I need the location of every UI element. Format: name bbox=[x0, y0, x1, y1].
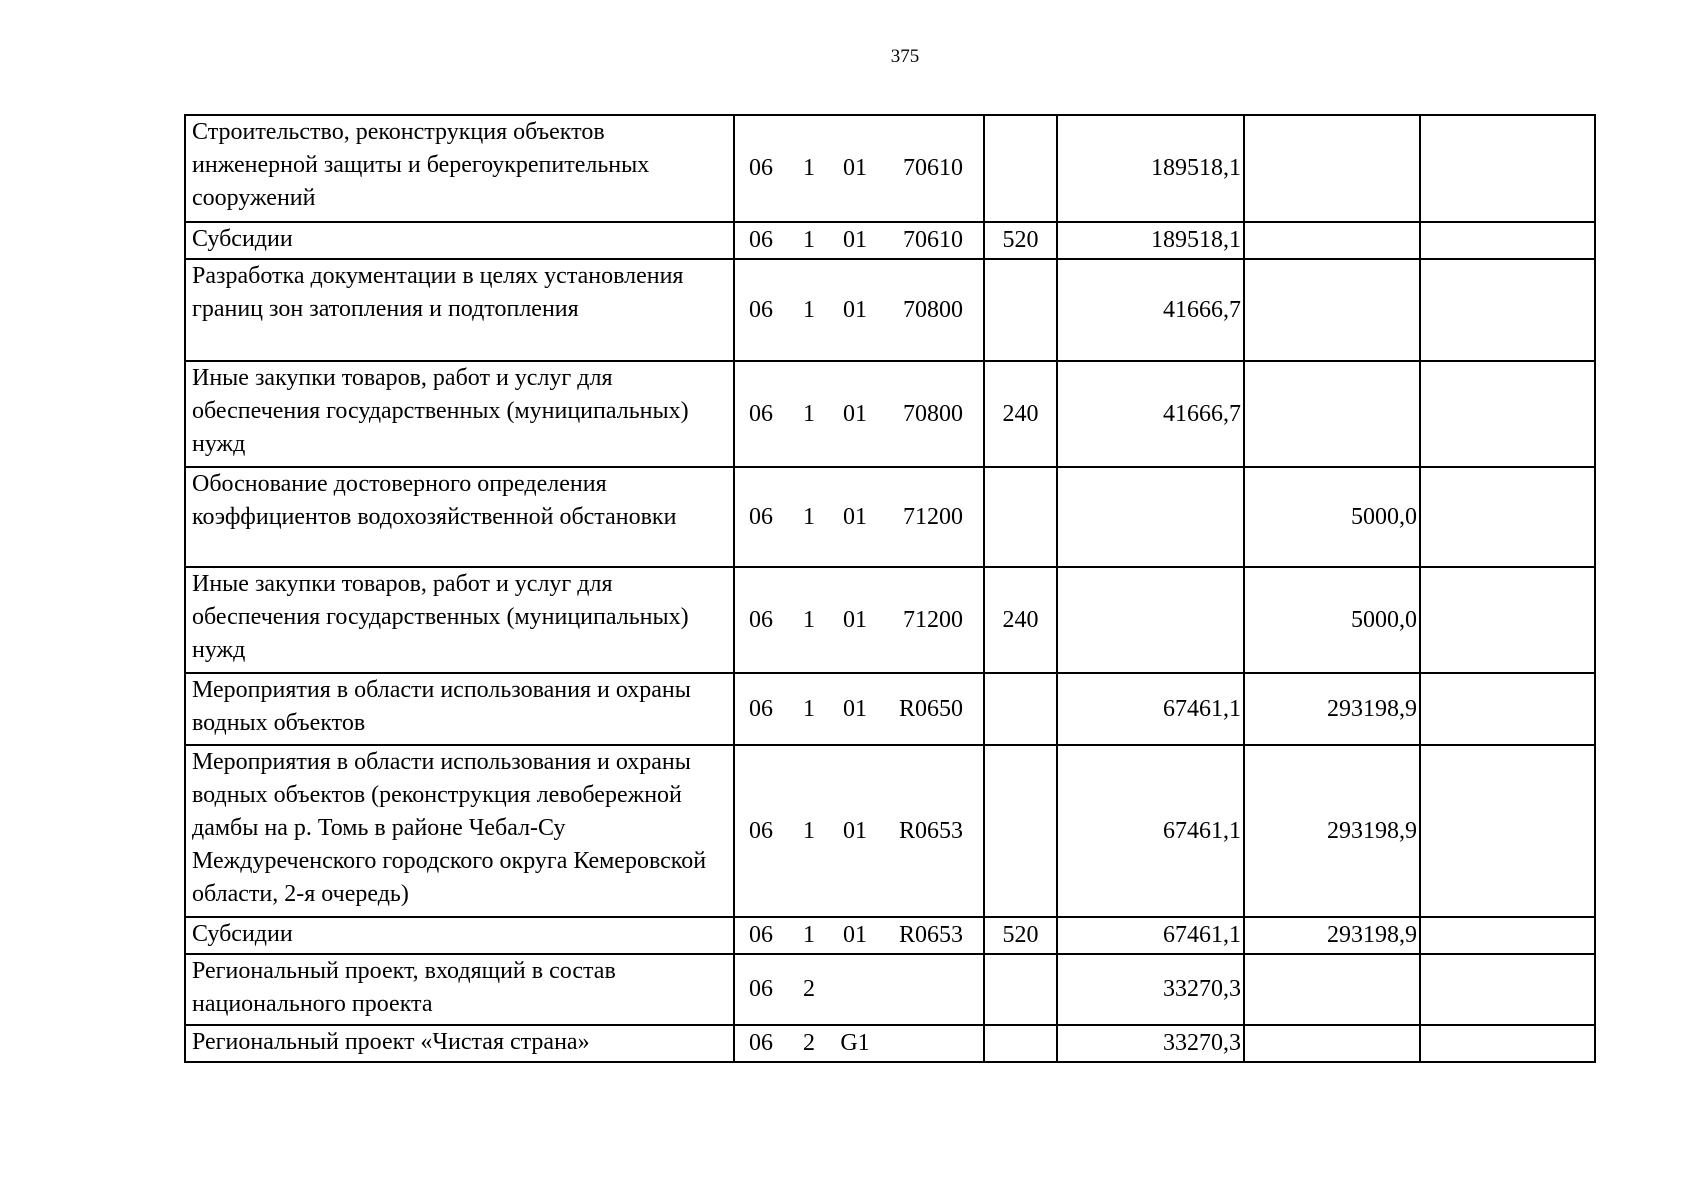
code-event: 01 bbox=[843, 400, 867, 427]
code-program: 06 bbox=[749, 976, 773, 1002]
row-amount-cell-1: 189518,1 bbox=[1057, 222, 1244, 259]
table-row bbox=[185, 361, 1595, 467]
row-expense-type-cell bbox=[984, 673, 1057, 745]
row-name-cell: Обоснование достоверного определения коэффициентов водохозяйственной обстановки bbox=[185, 467, 734, 567]
code-subprogram: 1 bbox=[803, 227, 815, 253]
code-subprogram: 1 bbox=[803, 503, 815, 530]
row-amount-cell-3 bbox=[1420, 361, 1595, 467]
row-amount-cell-2 bbox=[1244, 361, 1420, 467]
row-amount-cell-2: 5000,0 bbox=[1244, 567, 1420, 673]
code-direction: 71200 bbox=[903, 606, 963, 633]
row-expense-type-cell: 520 bbox=[984, 917, 1057, 954]
row-amount-cell-1: 189518,1 bbox=[1057, 115, 1244, 222]
code-direction: 70610 bbox=[903, 227, 963, 253]
row-code-cell bbox=[734, 115, 984, 222]
code-program: 06 bbox=[749, 503, 773, 530]
code-event: G1 bbox=[840, 1030, 870, 1056]
row-amount-cell-2 bbox=[1244, 954, 1420, 1025]
row-amount-cell-3 bbox=[1420, 1025, 1595, 1062]
row-name-cell: Строительство, реконструкция объектов инженерной защиты и берегоукрепительных сооружений bbox=[185, 115, 734, 222]
code-direction: R0650 bbox=[898, 695, 963, 722]
code-program: 06 bbox=[749, 296, 773, 323]
row-amount-cell-1 bbox=[1057, 567, 1244, 673]
table-row bbox=[185, 259, 1595, 361]
code-program: 06 bbox=[749, 606, 773, 633]
row-name-cell: Мероприятия в области использования и охраны водных объектов bbox=[185, 673, 734, 745]
code-subprogram: 1 bbox=[803, 922, 815, 948]
row-expense-type-cell: 240 bbox=[984, 361, 1057, 467]
code-subprogram: 2 bbox=[803, 1030, 815, 1056]
row-amount-cell-3 bbox=[1420, 745, 1595, 917]
row-name-cell: Региональный проект, входящий в состав национального проекта bbox=[185, 954, 734, 1025]
page-number: 375 bbox=[890, 46, 920, 67]
code-subprogram: 1 bbox=[803, 817, 815, 844]
code-event: 01 bbox=[843, 817, 867, 844]
row-amount-cell-3 bbox=[1420, 115, 1595, 222]
row-code-cell bbox=[734, 467, 984, 567]
row-amount-cell-2 bbox=[1244, 259, 1420, 361]
row-amount-cell-2: 293198,9 bbox=[1244, 917, 1420, 954]
table-row bbox=[185, 745, 1595, 917]
code-subprogram: 1 bbox=[803, 695, 815, 722]
row-code-cell bbox=[734, 917, 984, 954]
code-subprogram: 2 bbox=[803, 976, 815, 1002]
row-name-cell: Мероприятия в области использования и охраны водных объектов (реконструкция левобережной дамбы на р. Томь в районе Чебал-Су Междуреченского городского округа Кемеровской области, 2-я очередь) bbox=[185, 745, 734, 917]
row-amount-cell-1: 41666,7 bbox=[1057, 361, 1244, 467]
row-name-cell: Региональный проект «Чистая страна» bbox=[185, 1025, 734, 1062]
row-amount-cell-3 bbox=[1420, 567, 1595, 673]
code-subprogram: 1 bbox=[803, 606, 815, 633]
row-expense-type-cell bbox=[984, 1025, 1057, 1062]
row-amount-cell-3 bbox=[1420, 673, 1595, 745]
code-event: 01 bbox=[843, 922, 867, 948]
table-row bbox=[185, 567, 1595, 673]
row-name-cell: Субсидии bbox=[185, 222, 734, 259]
row-amount-cell-2: 293198,9 bbox=[1244, 673, 1420, 745]
code-event: 01 bbox=[843, 296, 867, 323]
budget-table bbox=[184, 114, 1596, 1063]
row-amount-cell-3 bbox=[1420, 222, 1595, 259]
row-code-cell bbox=[734, 954, 984, 1025]
row-amount-cell-1: 33270,3 bbox=[1057, 954, 1244, 1025]
code-subprogram: 1 bbox=[803, 296, 815, 323]
row-amount-cell-3 bbox=[1420, 954, 1595, 1025]
table-row bbox=[185, 1025, 1595, 1062]
code-direction: R0653 bbox=[898, 922, 963, 948]
row-amount-cell-1 bbox=[1057, 467, 1244, 567]
code-event: 01 bbox=[843, 695, 867, 722]
code-program: 06 bbox=[749, 155, 773, 181]
row-name-cell: Иные закупки товаров, работ и услуг для обеспечения государственных (муниципальных) нужд bbox=[185, 567, 734, 673]
row-amount-cell-3 bbox=[1420, 467, 1595, 567]
row-amount-cell-1: 67461,1 bbox=[1057, 745, 1244, 917]
code-event: 01 bbox=[843, 227, 867, 253]
code-direction: 71200 bbox=[903, 503, 963, 530]
code-direction: 70800 bbox=[903, 296, 963, 323]
row-amount-cell-3 bbox=[1420, 917, 1595, 954]
row-code-cell bbox=[734, 745, 984, 917]
code-program: 06 bbox=[749, 922, 773, 948]
table-row bbox=[185, 917, 1595, 954]
code-event: 01 bbox=[843, 155, 867, 181]
code-event: 01 bbox=[843, 606, 867, 633]
row-name-cell: Иные закупки товаров, работ и услуг для обеспечения государственных (муниципальных) нужд bbox=[185, 361, 734, 467]
table-row bbox=[185, 954, 1595, 1025]
row-expense-type-cell bbox=[984, 954, 1057, 1025]
row-code-cell bbox=[734, 673, 984, 745]
row-amount-cell-2 bbox=[1244, 222, 1420, 259]
row-amount-cell-2: 5000,0 bbox=[1244, 467, 1420, 567]
code-direction: 70800 bbox=[903, 400, 963, 427]
code-subprogram: 1 bbox=[803, 400, 815, 427]
code-event: 01 bbox=[843, 503, 867, 530]
row-expense-type-cell bbox=[984, 115, 1057, 222]
row-code-cell bbox=[734, 1025, 984, 1062]
row-amount-cell-1: 67461,1 bbox=[1057, 673, 1244, 745]
code-subprogram: 1 bbox=[803, 155, 815, 181]
row-amount-cell-1: 41666,7 bbox=[1057, 259, 1244, 361]
row-code-cell bbox=[734, 259, 984, 361]
table-row bbox=[185, 115, 1595, 222]
row-amount-cell-1: 33270,3 bbox=[1057, 1025, 1244, 1062]
code-direction: 70610 bbox=[903, 155, 963, 181]
code-program: 06 bbox=[749, 817, 773, 844]
row-code-cell bbox=[734, 361, 984, 467]
row-amount-cell-2 bbox=[1244, 115, 1420, 222]
code-program: 06 bbox=[749, 695, 773, 722]
table-row bbox=[185, 222, 1595, 259]
table-row bbox=[185, 673, 1595, 745]
row-code-cell bbox=[734, 222, 984, 259]
row-name-cell: Разработка документации в целях установления границ зон затопления и подтопления bbox=[185, 259, 734, 361]
row-name-cell: Субсидии bbox=[185, 917, 734, 954]
row-expense-type-cell bbox=[984, 467, 1057, 567]
row-amount-cell-3 bbox=[1420, 259, 1595, 361]
row-amount-cell-2 bbox=[1244, 1025, 1420, 1062]
row-amount-cell-1: 67461,1 bbox=[1057, 917, 1244, 954]
row-expense-type-cell: 520 bbox=[984, 222, 1057, 259]
row-expense-type-cell: 240 bbox=[984, 567, 1057, 673]
code-program: 06 bbox=[749, 1030, 773, 1056]
table-row bbox=[185, 467, 1595, 567]
row-code-cell bbox=[734, 567, 984, 673]
row-amount-cell-2: 293198,9 bbox=[1244, 745, 1420, 917]
code-program: 06 bbox=[749, 227, 773, 253]
row-expense-type-cell bbox=[984, 259, 1057, 361]
budget-table-body bbox=[185, 115, 1595, 1062]
code-program: 06 bbox=[749, 400, 773, 427]
row-expense-type-cell bbox=[984, 745, 1057, 917]
code-direction: R0653 bbox=[898, 817, 963, 844]
